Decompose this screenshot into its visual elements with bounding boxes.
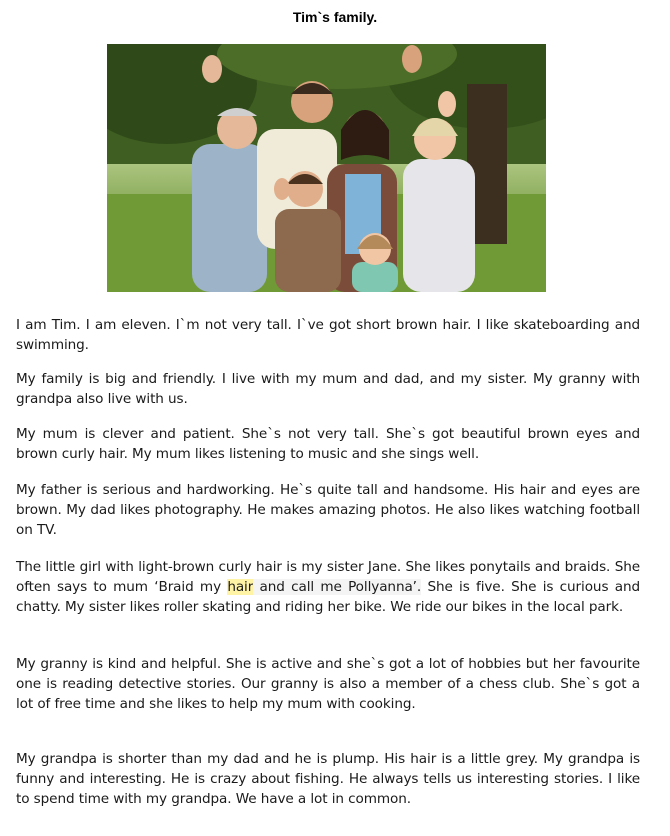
paragraph-6: My granny is kind and helpful. She is active and she`s got a lot of hobbies but her favourite one is reading detective stories. Our granny is also a member of a chess club. She`s got a lot of free time and she likes to help my mum with cooking. — [16, 656, 640, 713]
paragraph-2: My family is big and friendly. I live with my mum and dad, and my sister. My granny with grandpa also live with us. — [16, 371, 640, 408]
paragraph-3: My mum is clever and patient. She`s not very tall. She`s got beautiful brown eyes and brown curly hair. My mum likes listening to music and she sings well. — [16, 426, 640, 463]
page-title: Tim`s family. — [292, 9, 378, 25]
paragraph-5 — [16, 557, 640, 618]
highlighted-word: hair — [227, 579, 254, 596]
paragraph-5-text: The little girl with light-brown curly hair is my sister Jane. She likes ponytails and braids. She often says to mum ‘Braid my — [16, 559, 640, 596]
paragraph-7: My grandpa is shorter than my dad and he is plump. His hair is a little grey. My grandpa is funny and interesting. He is crazy about fishing. He always tells us interesting stories. I like to spend time with my grandpa. We have a lot in common. — [16, 751, 640, 808]
paragraph-5-tail: She is five. She is curious and chatty. My sister likes roller skating and riding her bike. We ride our bikes in the local park. — [16, 579, 640, 616]
family-photo — [107, 44, 546, 292]
paragraph-1: I am Tim. I am eleven. I`m not very tall. I`ve got short brown hair. I like skateboarding and swimming. — [16, 317, 640, 354]
paragraph-4: My father is serious and hardworking. He`s quite tall and handsome. His hair and eyes are brown. My dad likes photography. He makes amazing photos. He also likes watching football on TV. — [16, 482, 640, 539]
quote-end: and call me Pollyanna’. — [253, 579, 422, 596]
